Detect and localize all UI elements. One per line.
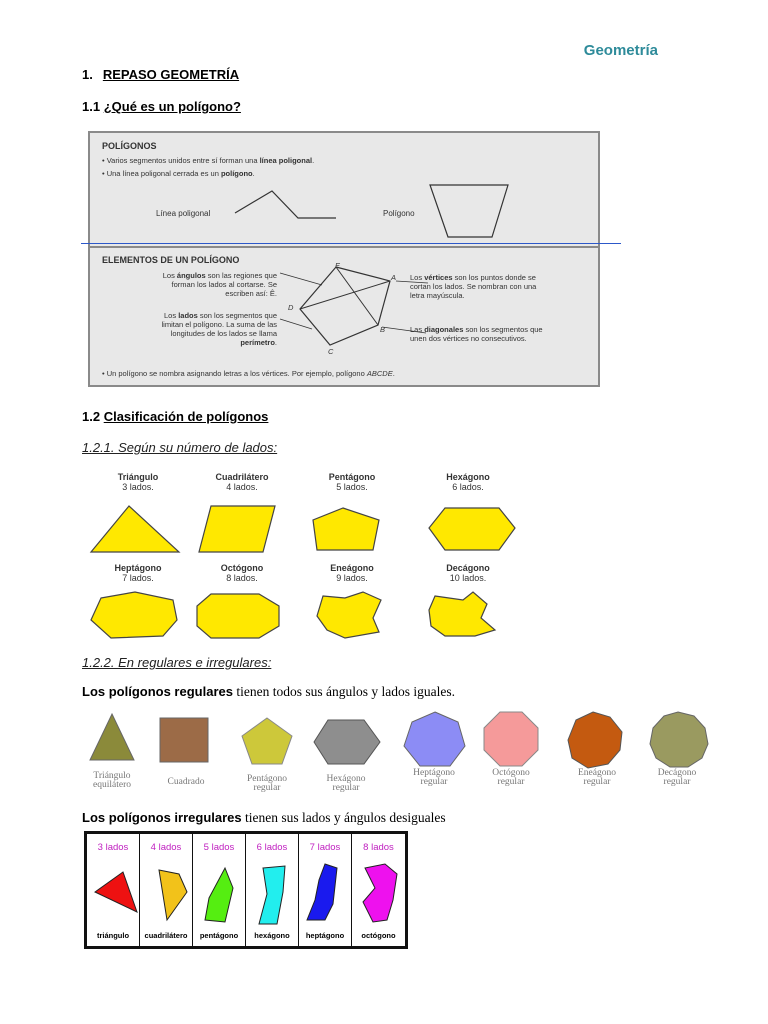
regular-label: Decágono regular (657, 768, 697, 787)
subsection-regular-irregular-heading: 1.2.2. En regulares e irregulares: (82, 655, 272, 670)
blue-rule-line (81, 243, 621, 244)
text-angulos: Los ángulos son las regiones que forman los lados al cortarse. Se escriben así: Ê. (162, 271, 277, 298)
section-1-heading (82, 67, 239, 82)
regular-hexagon (314, 720, 380, 764)
heptagon-shape (91, 592, 177, 638)
poly-cell: Hexágono 6 lados. (446, 472, 490, 492)
regular-square (160, 718, 208, 762)
figure-divider (90, 246, 598, 248)
quadrilateral-shape (199, 506, 275, 552)
vertex-d: D (288, 303, 294, 312)
decagon-shape (429, 592, 495, 636)
poly-cell: Octógono 8 lados. (220, 563, 264, 583)
poly-cell: Decágono 10 lados. (446, 563, 490, 583)
irregular-quadrilateral (159, 870, 187, 920)
section-1-2-heading (82, 409, 268, 424)
polygonal-line (235, 191, 336, 218)
irregular-polygons-table (84, 831, 408, 949)
regular-polygons-shapes (82, 706, 712, 770)
regular-octagon (484, 712, 538, 766)
vertex-c: C (328, 347, 334, 356)
figure-title-poligonos: POLÍGONOS (102, 141, 157, 151)
irregular-heptagon (307, 864, 337, 920)
irregular-polygons-shapes (87, 834, 405, 946)
irregular-cell: 5 lados pentágono (193, 834, 246, 946)
section-1-1-number: 1.1 (82, 99, 101, 114)
figure-bullet-1: • Varios segmentos unidos entre sí forman una línea poligonal. (102, 156, 315, 165)
regular-label: Hexágono regular (326, 774, 366, 793)
poly-cell: Triángulo 3 lados. (117, 472, 159, 492)
label-poligono: Polígono (383, 209, 415, 218)
regular-label: Heptágono regular (413, 768, 455, 787)
regular-label: Pentágono regular (246, 774, 288, 793)
irregular-octagon (363, 864, 397, 922)
label-linea-poligonal: Línea poligonal (156, 209, 211, 218)
vertex-e: E (335, 261, 341, 270)
poly-cell: Eneágono 9 lados. (330, 563, 374, 583)
regular-label: Octógono regular (492, 768, 530, 787)
regular-heptagon (404, 712, 465, 766)
irregular-cell: 7 lados heptágono (299, 834, 352, 946)
irregular-pentagon (205, 868, 233, 922)
irregular-cell: 4 lados cuadrilátero (140, 834, 193, 946)
text-vertices: Los vértices son los puntos donde se cortan los lados. Se nombran con una letra mayúscula. (410, 273, 537, 300)
polygon-definition-figure (88, 131, 600, 387)
enneagon-shape (317, 592, 381, 638)
section-1-2-title: Clasificación de polígonos (103, 409, 269, 424)
triangle-shape (91, 506, 179, 552)
regular-triangle (90, 714, 134, 760)
section-1-1-title: ¿Qué es un polígono? (103, 99, 241, 114)
regular-label: Cuadrado (167, 777, 205, 787)
poly-cell: Pentágono 5 lados. (328, 472, 376, 492)
pentagon-shape (313, 508, 379, 550)
hexagon-shape (429, 508, 515, 550)
irregular-triangle (95, 872, 137, 912)
section-1-number: 1. (82, 67, 93, 82)
irregular-polygons-definition: Los polígonos irregulares tienen sus lados y ángulos desiguales (82, 810, 446, 825)
irregular-hexagon (259, 866, 285, 924)
section-1-1-heading (82, 99, 241, 114)
text-diagonales: Las diagonales son los segmentos que unen dos vértices no consecutivos. (410, 325, 543, 343)
regular-decagon (650, 712, 708, 767)
poly-cell: Heptágono 7 lados. (114, 563, 162, 583)
polygons-by-sides-shapes (83, 470, 523, 642)
polygon-trapezoid (430, 185, 508, 237)
text-lados: Los lados son los segmentos que limitan el polígono. La suma de las longitudes de los lados se llama perímetro. (161, 311, 277, 347)
poly-cell: Cuadrilátero 4 lados. (215, 472, 269, 492)
polygons-by-sides-grid (83, 470, 523, 642)
regular-polygons-definition: Los polígonos regulares tienen todos sus ángulos y lados iguales. (82, 684, 455, 699)
regular-label: Eneágono regular (578, 768, 616, 787)
page-header-title: Geometría (583, 42, 658, 59)
regular-label: Triángulo equilátero (93, 771, 131, 790)
figure-footer-note: • Un polígono se nombra asignando letras a los vértices. Por ejemplo, polígono ABCDE. (102, 369, 395, 378)
vertex-a: A (391, 273, 397, 282)
section-1-2-number: 1.2 (82, 409, 101, 424)
irregular-cell: 6 lados hexágono (246, 834, 299, 946)
irregular-cell: 3 lados triángulo (87, 834, 140, 946)
regular-enneagon (568, 712, 622, 768)
irregular-cell: 8 lados octógono (361, 842, 396, 940)
regular-pentagon (242, 718, 292, 764)
figure-bullet-2: • Una línea poligonal cerrada es un polígono. (102, 169, 255, 178)
section-1-title: REPASO GEOMETRÍA (102, 67, 240, 82)
vertex-b: B (380, 325, 386, 334)
figure-title-elementos: ELEMENTOS DE UN POLÍGONO (102, 255, 240, 265)
subsection-by-sides-heading: 1.2.1. Según su número de lados: (82, 440, 278, 455)
octagon-shape (197, 594, 279, 638)
